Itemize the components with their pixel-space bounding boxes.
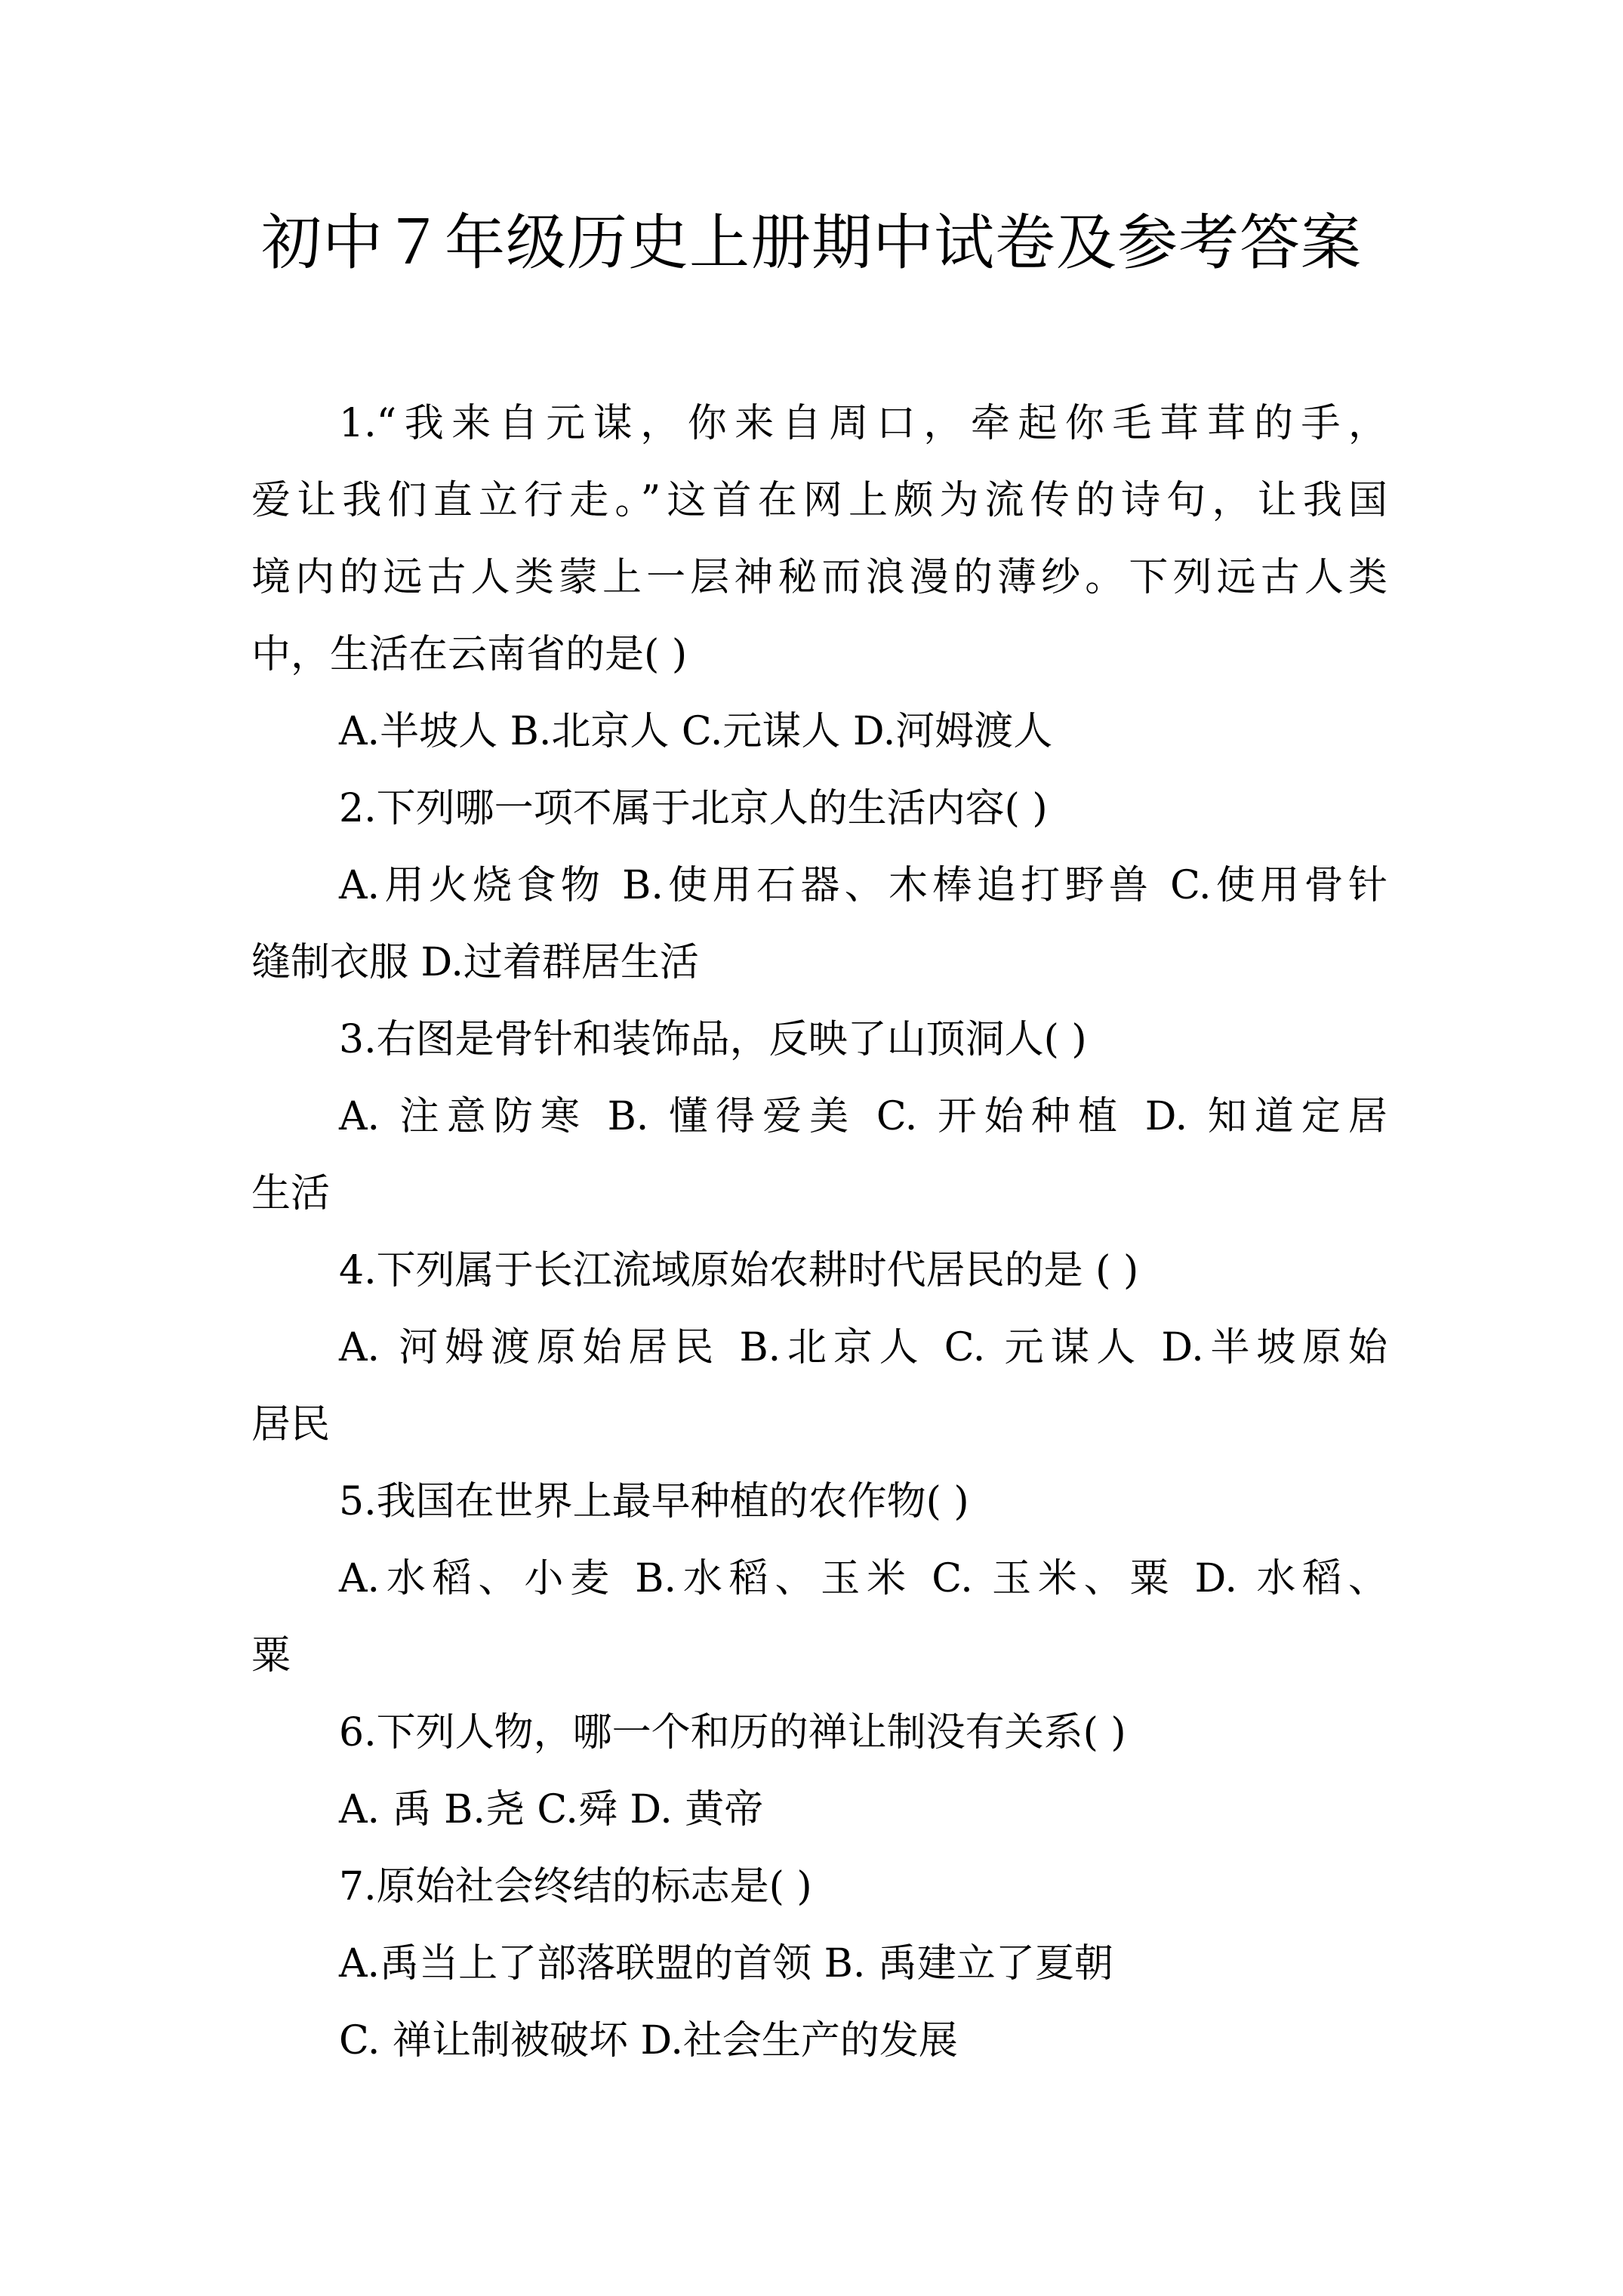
text-line: 生活 [251,1171,331,1216]
page-title: 初中７年级历史上册期中试卷及参考答案 [261,208,1362,278]
text-line: 1.“我来自元谋，你来自周口，牵起你毛茸茸的手， [339,401,1387,446]
text-line: A.半坡人 B.北京人 C.元谋人 D.河姆渡人 [339,709,1053,754]
text-line: 5.我国在世界上最早种植的农作物( ) [339,1479,969,1524]
text-line: A.水稻、小麦 B.水稻、玉米 C. 玉米、粟 D. 水稻、 [339,1556,1387,1601]
text-line: C. 禅让制被破坏 D.社会生产的发展 [339,2018,958,2063]
text-line: 中，生活在云南省的是( ) [251,632,688,677]
text-line: 居民 [251,1402,331,1447]
text-line: 粟 [251,1633,291,1678]
text-line: A.用火烧食物 B.使用石器、木棒追打野兽 C.使用骨针 [339,863,1387,908]
text-line: A.禹当上了部落联盟的首领 B. 禹建立了夏朝 [339,1941,1113,1986]
text-line: A. 禹 B.尧 C.舜 D. 黄帝 [339,1787,764,1832]
text-line: 6.下列人物，哪一个和历的禅让制没有关系( ) [339,1710,1126,1755]
text-line: A. 河姆渡原始居民 B.北京人 C. 元谋人 D.半坡原始 [339,1325,1387,1370]
text-line: 缝制衣服 D.过着群居生活 [251,940,699,985]
text-line: 境内的远古人类蒙上一层神秘而浪漫的薄纱。下列远古人类 [251,555,1387,600]
text-line: 爱让我们直立行走。”这首在网上颇为流传的诗句，让我国 [251,478,1387,523]
text-line: 7.原始社会终结的标志是( ) [339,1864,812,1909]
text-line: 4.下列属于长江流域原始农耕时代居民的是 ( ) [339,1248,1139,1293]
text-line: 2.下列哪一项不属于北京人的生活内容( ) [339,786,1048,831]
text-line: 3.右图是骨针和装饰品，反映了山顶洞人( ) [339,1017,1087,1062]
question-list [251,385,1387,2079]
text-line: A. 注意防寒 B. 懂得爱美 C. 开始种植 D. 知道定居 [339,1094,1387,1139]
